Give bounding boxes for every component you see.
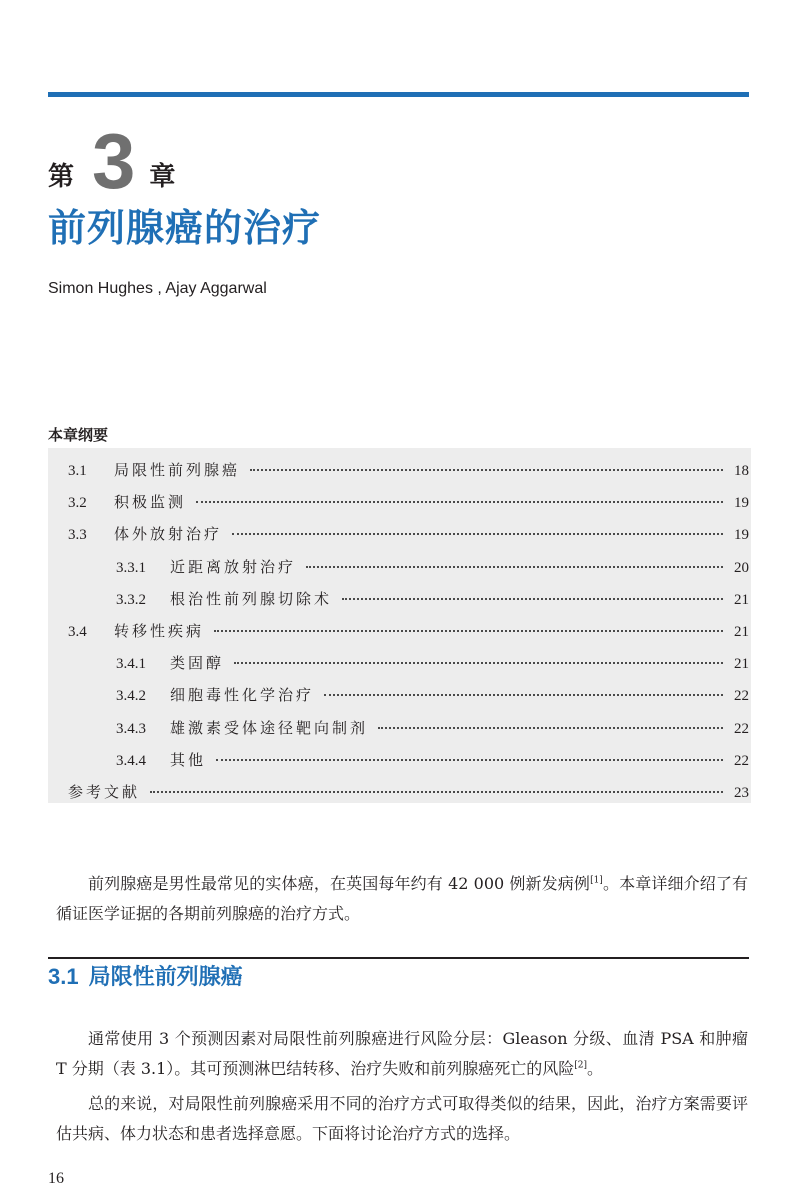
toc-entry[interactable] [48, 486, 751, 518]
body-text-b: 。 [587, 1059, 604, 1078]
toc-entry-label: 近距离放射治疗 [170, 557, 297, 576]
top-rule [48, 92, 749, 97]
toc-entry-label: 参考文献 [68, 782, 141, 801]
toc-entry-page: 19 [734, 527, 749, 544]
toc-entry[interactable] [48, 744, 751, 776]
toc-entry-page: 21 [734, 623, 749, 640]
section-heading [48, 962, 243, 993]
intro-text-a: 前列腺癌是男性最常见的实体癌，在英国每年约有 42 000 例新发病例 [88, 874, 591, 893]
authors: Simon Hughes , Ajay Aggarwal [48, 280, 267, 297]
toc-entry-number: 3.2 [68, 495, 87, 512]
page-number: 16 [48, 1170, 64, 1187]
toc-entry[interactable] [48, 615, 751, 647]
toc-entry[interactable] [48, 583, 751, 615]
body-paragraph: 总的来说，对局限性前列腺癌采用不同的治疗方式可取得类似的结果，因此，治疗方案需要评估共病、体力状态和患者选择意愿。下面将讨论治疗方式的选择。 [56, 1094, 748, 1143]
toc-leader-dots [250, 469, 723, 471]
toc-leader-dots [214, 630, 723, 632]
toc-entry-label: 类固醇 [170, 654, 225, 673]
chapter-prefix: 第 [48, 162, 75, 192]
toc-entry-label: 细胞毒性化学治疗 [170, 686, 315, 705]
toc-leader-dots [306, 566, 723, 568]
toc-entry-page: 19 [734, 495, 749, 512]
toc-entry-label: 转移性疾病 [114, 621, 205, 640]
toc-entry-page: 21 [734, 591, 749, 608]
body-paragraph [56, 1024, 748, 1084]
toc-entry-label: 局限性前列腺癌 [114, 461, 241, 479]
citation-ref[interactable]: [2] [574, 1060, 588, 1071]
toc-entry-page: 20 [734, 559, 749, 576]
chapter-suffix: 章 [149, 162, 176, 192]
chapter-title: 前列腺癌的治疗 [48, 206, 322, 250]
toc-entry[interactable] [48, 647, 751, 679]
toc-entry-page: 22 [734, 688, 749, 705]
toc-entry-number: 3.4.2 [116, 688, 146, 705]
toc-entry-label: 其他 [170, 750, 207, 769]
toc-entry-label: 雄激素受体途径靶向制剂 [170, 718, 369, 737]
toc-entry-number: 3.4.1 [116, 656, 146, 673]
toc-entry-label: 积极监测 [114, 493, 187, 512]
citation-ref[interactable]: [1] [590, 875, 603, 886]
toc-entry-number: 3.1 [68, 463, 87, 479]
toc-entry[interactable] [48, 679, 751, 711]
toc-entry-page: 22 [734, 720, 749, 737]
toc-entry-number: 3.4.3 [116, 720, 146, 737]
toc-entry-page: 21 [734, 656, 749, 673]
intro-paragraph [56, 869, 748, 929]
toc-entry-number: 3.4.4 [116, 752, 146, 769]
section-number: 3.1 [48, 964, 79, 989]
toc-entry[interactable] [48, 518, 751, 550]
body-text-a: 通常使用 3 个预测因素对局限性前列腺癌进行风险分层：Gleason 分级、血清 PSA 和肿瘤 T 分期（表 3.1）。其可预测淋巴结转移、治疗失败和前列腺癌死亡的风险 [56, 1029, 748, 1078]
toc-leader-dots [378, 727, 723, 729]
toc-leader-dots [150, 791, 723, 793]
toc-leader-dots [196, 501, 723, 503]
toc-leader-dots [234, 662, 723, 664]
toc-heading: 本章纲要 [48, 426, 109, 444]
toc-entry-references[interactable] [48, 776, 751, 808]
intro-text-b: 。本章详细介绍了有循证医学证据的各期前列腺癌的治疗方式。 [56, 874, 748, 923]
toc-entry-number: 3.3.2 [116, 591, 146, 608]
toc-entry-label: 根治性前列腺切除术 [170, 589, 333, 608]
chapter-label [48, 117, 176, 205]
toc-entry-page: 23 [734, 784, 749, 801]
toc-entry-page: 18 [734, 463, 749, 479]
toc-list [48, 454, 751, 808]
toc-leader-dots [232, 533, 723, 535]
toc-entry-label: 体外放射治疗 [114, 525, 223, 544]
toc-entry[interactable] [48, 551, 751, 583]
toc-entry-number: 3.3.1 [116, 559, 146, 576]
toc-entry-number: 3.3 [68, 527, 87, 544]
toc-leader-dots [342, 598, 723, 600]
toc-leader-dots [324, 694, 723, 696]
toc-entry-page: 22 [734, 752, 749, 769]
toc-box [48, 448, 751, 803]
section-rule [48, 957, 749, 959]
toc-entry[interactable] [48, 454, 751, 486]
toc-leader-dots [216, 759, 723, 761]
toc-entry[interactable] [48, 712, 751, 744]
chapter-number: 3 [92, 117, 136, 205]
section-title: 局限性前列腺癌 [88, 965, 243, 990]
toc-entry-number: 3.4 [68, 623, 87, 640]
